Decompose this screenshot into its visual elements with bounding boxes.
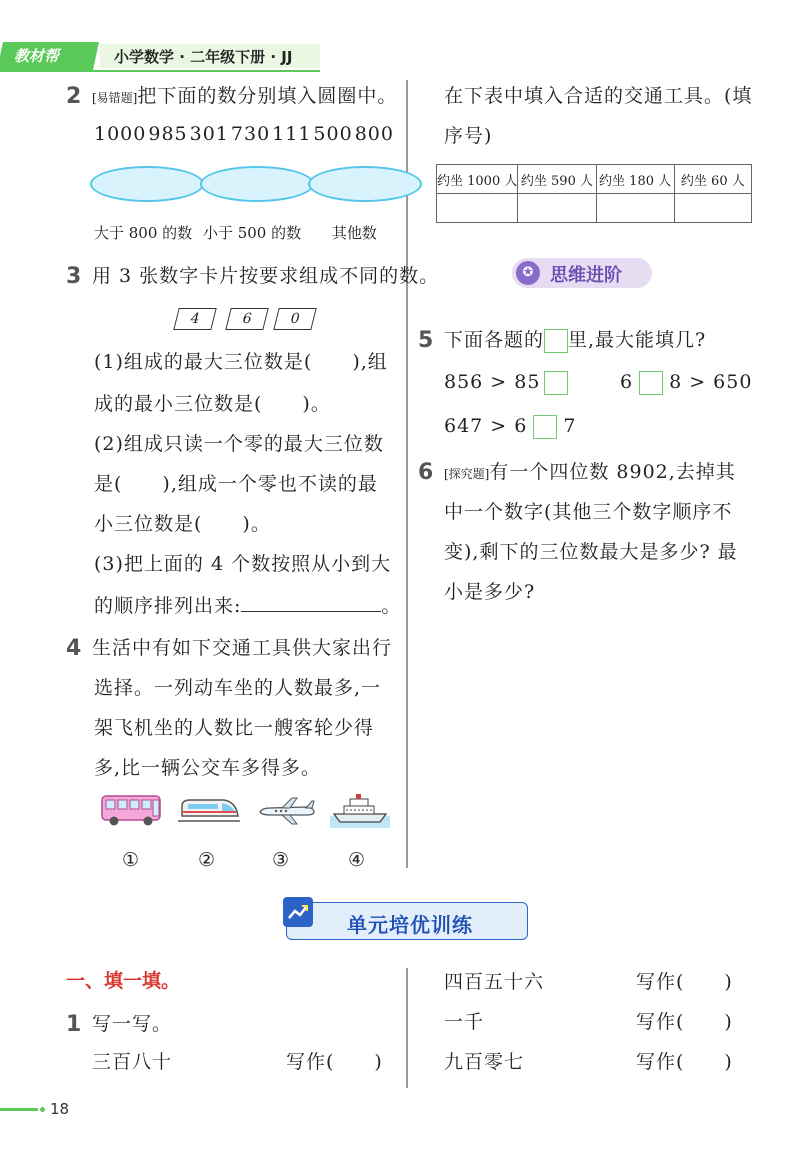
write-item-answer[interactable]: 写作( ) — [636, 971, 733, 993]
table-answer-cell[interactable] — [596, 194, 674, 223]
table-header-cell: 约坐 1000 人 — [437, 165, 518, 194]
q5-item — [444, 406, 576, 446]
question-2-number: 2 — [66, 84, 82, 109]
table-header-cell: 约坐 60 人 — [674, 165, 751, 194]
q5-right: 7 — [563, 415, 577, 437]
vehicle-label: ② — [198, 849, 217, 871]
table-answer-cell[interactable] — [518, 194, 596, 223]
oval-greater-than-800[interactable] — [90, 166, 204, 202]
q3-order-line — [94, 586, 401, 626]
q4-line: 多,比一辆公交车多得多。 — [94, 757, 322, 779]
oval-label: 其他数 — [331, 224, 377, 242]
q3-order-text: 的顺序排列出来: — [94, 595, 242, 617]
q5-left: 647 > 6 — [444, 415, 528, 437]
q2-number: 730 — [230, 123, 271, 145]
q3-line: (3)把上面的 4 个数按照从小到大 — [94, 553, 392, 575]
airplane-icon — [256, 796, 316, 826]
vehicle-label: ① — [122, 849, 141, 871]
unit-banner — [286, 902, 528, 940]
question-2-prompt: 把下面的数分别填入圆圈中。 — [137, 85, 398, 107]
write-item-answer[interactable]: 写作( ) — [636, 1051, 733, 1073]
header-underline — [0, 70, 320, 72]
q2-number: 111 — [272, 123, 312, 145]
q6-line-first — [444, 452, 736, 494]
header-badge: 教材帮 — [14, 47, 60, 65]
oval-label: 大于 800 的数 — [94, 224, 193, 242]
write-item-answer[interactable]: 写作( ) — [286, 1051, 383, 1073]
section-1-heading: 一、填一填。 — [66, 970, 181, 992]
table-header-cell: 约坐 590 人 — [518, 165, 596, 194]
q2-oval-labels — [94, 222, 377, 243]
bus-icon — [100, 792, 164, 828]
q6-line: 变),剩下的三位数最大是多少? 最 — [444, 541, 738, 563]
table-header-row — [437, 165, 752, 194]
q4-continuation: 序号) — [444, 125, 493, 147]
question-2-text — [92, 76, 397, 118]
q2-number: 985 — [148, 123, 188, 145]
question-5-number: 5 — [418, 328, 434, 353]
chart-trend-icon — [283, 897, 313, 927]
header-title: 小学数学 · 二年级下册 · JJ — [114, 48, 293, 66]
q2-number: 301 — [189, 123, 229, 145]
answer-box[interactable] — [639, 371, 663, 395]
q3-line: 是( ),组成一个零也不读的最 — [94, 473, 378, 495]
unit-title: 单元培优训练 — [347, 913, 473, 937]
question-3-number: 3 — [66, 264, 82, 289]
digit-card: 0 — [273, 308, 316, 330]
q6-line: 有一个四位数 8902,去掉其 — [489, 461, 736, 483]
answer-box — [544, 329, 568, 353]
q2-number: 500 — [313, 123, 353, 145]
q2-number-list — [94, 114, 394, 154]
table-answer-cell[interactable] — [437, 194, 518, 223]
vehicle-label: ③ — [272, 849, 291, 871]
q5-right: 8 > 650 — [669, 371, 753, 393]
q5-left: 6 — [620, 371, 634, 393]
footer-green-line — [0, 1108, 38, 1111]
q4-line: 生活中有如下交通工具供大家出行 — [92, 637, 393, 659]
digit-card: 4 — [173, 308, 216, 330]
question-6-number: 6 — [418, 460, 434, 485]
q4-line: 架飞机坐的人数比一艘客轮少得 — [94, 717, 375, 739]
answer-box[interactable] — [533, 415, 557, 439]
table-header-cell: 约坐 180 人 — [596, 165, 674, 194]
write-item-word: 三百八十 — [92, 1051, 173, 1073]
advanced-banner — [512, 258, 652, 288]
vehicle-label: ④ — [348, 849, 367, 871]
question-6-tag: [探究题] — [444, 467, 490, 481]
q3-line: 小三位数是( )。 — [94, 513, 271, 535]
q4-continuation: 在下表中填入合适的交通工具。(填 — [444, 85, 753, 107]
answer-box[interactable] — [544, 371, 568, 395]
column-divider-bottom — [406, 968, 408, 1088]
train-icon — [178, 794, 240, 826]
vehicle-capacity-table — [436, 164, 752, 223]
digit-card: 6 — [225, 308, 268, 330]
q3-line: (2)组成只读一个零的最大三位数 — [94, 433, 384, 455]
q6-line: 中一个数字(其他三个数字顺序不 — [444, 501, 733, 523]
header-bar — [0, 40, 330, 72]
question-3-prompt: 用 3 张数字卡片按要求组成不同的数。 — [92, 265, 440, 287]
advanced-title: 思维进阶 — [550, 265, 622, 286]
write-item-word: 四百五十六 — [444, 971, 545, 993]
question-5-prompt — [444, 320, 706, 360]
medal-icon: ✪ — [516, 261, 540, 285]
table-answer-row — [437, 194, 752, 223]
page-number: 18 — [50, 1100, 70, 1118]
q5-item — [620, 362, 752, 402]
oval-label: 小于 500 的数 — [202, 224, 302, 242]
q6-line: 小是多少? — [444, 581, 536, 603]
q4-line: 选择。一列动车坐的人数最多,一 — [94, 677, 382, 699]
q3-line: 成的最小三位数是( )。 — [94, 393, 331, 415]
answer-blank[interactable] — [241, 587, 381, 612]
oval-less-than-500[interactable] — [200, 166, 314, 202]
table-answer-cell[interactable] — [674, 194, 751, 223]
write-item-word: 九百零七 — [444, 1051, 525, 1073]
question-2-tag: [易错题] — [92, 91, 138, 105]
q5-text-after: 里,最大能填几? — [568, 329, 707, 351]
ship-icon — [330, 792, 390, 828]
q2-number: 1000 — [94, 123, 147, 145]
q3-line: (1)组成的最大三位数是( ),组 — [94, 351, 388, 373]
q5-text-before: 下面各题的 — [444, 329, 545, 351]
section-1-q1-number: 1 — [66, 1012, 82, 1037]
column-divider-top — [406, 80, 408, 868]
question-4-number: 4 — [66, 636, 82, 661]
oval-other-numbers[interactable] — [308, 166, 422, 202]
q5-left: 856 > 85 — [444, 371, 541, 393]
section-1-q1-prompt: 写一写。 — [92, 1013, 173, 1035]
q5-item — [444, 362, 568, 402]
footer-dot — [40, 1107, 45, 1112]
write-item-answer[interactable]: 写作( ) — [636, 1011, 733, 1033]
q2-number: 800 — [354, 123, 394, 145]
q3-end-mark: 。 — [381, 595, 402, 617]
write-item-word: 一千 — [444, 1011, 485, 1033]
